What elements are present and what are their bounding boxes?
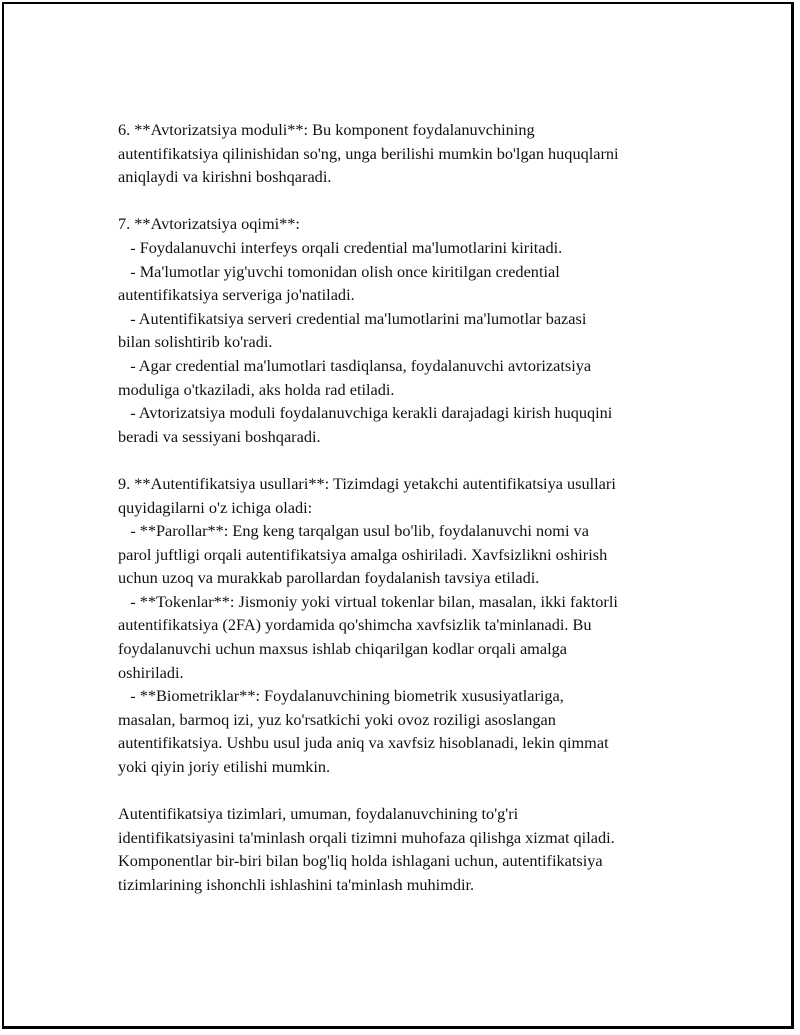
text-line: yoki qiyin joriy etilishi mumkin. [118,757,331,777]
text-line: 9. **Autentifikatsiya usullari**: Tizimdagi yetakchi autentifikatsiya usullari [118,473,616,493]
text-line: autentifikatsiya. Ushbu usul juda aniq va xavfsiz hisoblanadi, lekin qimmat [118,733,609,753]
text-line: Komponentlar bir-biri bilan bog'liq holda ishlagani uchun, autentifikatsiya [118,851,603,871]
text-line: masalan, barmoq izi, yuz ko'rsatkichi yoki ovoz roziligi asoslangan [118,709,556,729]
text-line: oshiriladi. [118,662,184,682]
document-body [118,118,718,920]
text-line: bilan solishtirib ko'radi. [118,332,273,352]
paragraph-authorization-module [118,118,718,189]
text-line: foydalanuvchi uchun maxsus ishlab chiqarilgan kodlar orqali amalga [118,639,567,659]
paragraph-conclusion [118,802,718,896]
text-line: Autentifikatsiya tizimlari, umuman, foydalanuvchining to'g'ri [118,804,519,824]
text-line: - Autentifikatsiya serveri credential ma'lumotlarini ma'lumotlar bazasi [118,308,587,328]
text-line: moduliga o'tkaziladi, aks holda rad etiladi. [118,379,395,399]
text-line: autentifikatsiya serveriga jo'natiladi. [118,285,355,305]
text-line: tizimlarining ishonchli ishlashini ta'minlash muhimdir. [118,875,475,894]
text-line: - Foydalanuvchi interfeys orqali credential ma'lumotlarini kiritadi. [118,237,563,257]
paragraph-authentication-methods [118,472,718,779]
text-line: quyidagilarni o'z ichiga oladi: [118,497,313,517]
text-line: 6. **Avtorizatsiya moduli**: Bu komponent foydalanuvchining [118,120,535,139]
text-line: - **Tokenlar**: Jismoniy yoki virtual tokenlar bilan, masalan, ikki faktorli [118,591,618,611]
text-line: autentifikatsiya (2FA) yordamida qo'shimcha xavfsizlik ta'minlanadi. Bu [118,615,592,635]
text-line: - **Biometriklar**: Foydalanuvchining biometrik xususiyatlariga, [118,686,564,706]
text-line: - Avtorizatsiya moduli foydalanuvchiga kerakli darajadagi kirish huquqini [118,403,613,423]
text-line: autentifikatsiya qilinishidan so'ng, unga berilishi mumkin bo'lgan huquqlarni [118,143,619,163]
text-line: - **Parollar**: Eng keng tarqalgan usul bo'lib, foydalanuvchi nomi va [118,521,589,541]
text-line: aniqlaydi va kirishni boshqaradi. [118,167,332,187]
text-line: identifikatsiyasini ta'minlash orqali tizimni muhofaza qilishga xizmat qiladi. [118,827,615,847]
text-line: - Agar credential ma'lumotlari tasdiqlansa, foydalanuvchi avtorizatsiya [118,355,592,375]
paragraph-authorization-flow [118,212,718,448]
text-line: - Ma'lumotlar yig'uvchi tomonidan olish once kiritilgan credential [118,261,560,281]
text-line: 7. **Avtorizatsiya oqimi**: [118,214,300,234]
text-line: parol juftligi orqali autentifikatsiya amalga oshiriladi. Xavfsizlikni oshirish [118,544,608,564]
text-line: uchun uzoq va murakkab parollardan foydalanish tavsiya etiladi. [118,568,540,588]
text-line: beradi va sessiyani boshqaradi. [118,426,321,446]
